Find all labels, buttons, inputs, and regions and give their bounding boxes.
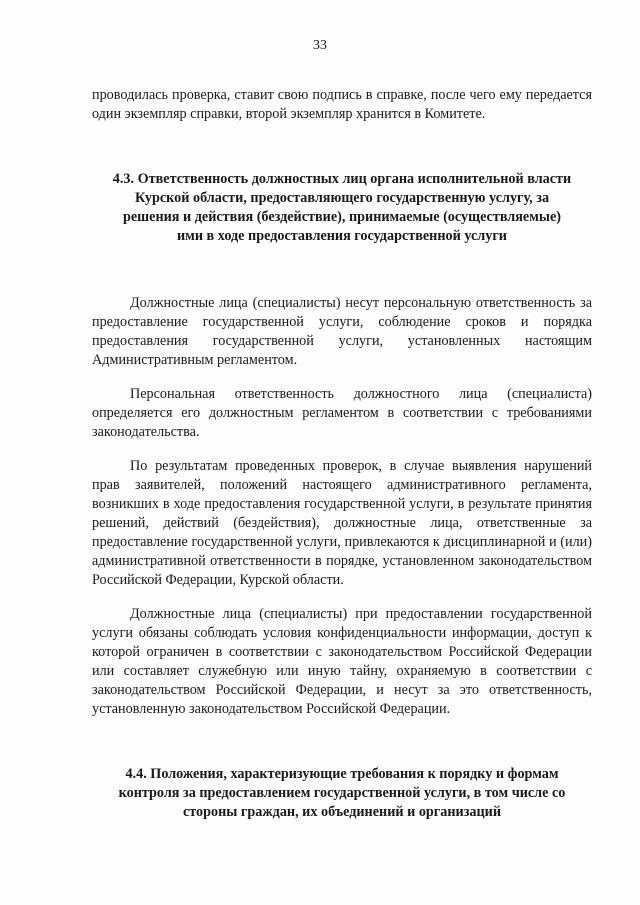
section-4-3-paragraph-4: Должностные лица (специалисты) при предоставлении государственной услуги обязаны соблюдать условия конфиденциальности информации, доступ к которой ограничен в соответствии с законодательством Российской Федерации или составляет служебную или иную тайну, охраняемую в соответствии с законодательством Российской Федерации, и несут за это ответственность, установленную законодательством Российской Федерации.	[92, 606, 592, 717]
section-4-3-paragraph-3: По результатам проведенных проверок, в случае выявления нарушений прав заявителей, положений настоящего административного регламента, возникших в ходе предоставления государственной услуги, в результате принятия решений, действий (бездействия), должностные лица, ответственные за предоставление государственной услуги, привлекаются к дисциплинарной и (или) административной ответственности в порядке, установленном законодательством Российской Федерации, Курской области.	[92, 458, 592, 588]
section-4-4-heading: 4.4. Положения, характеризующие требования к порядку и формам контроля за предоставлением государственной услуги, в том числе со стороны граждан, их объединений и организаций	[118, 766, 566, 820]
section-4-3-paragraph-1: Должностные лица (специалисты) несут персональную ответственность за предоставление государственной услуги, соблюдение сроков и порядка предоставления государственной услуги, установленных настоящим Административным регламентом.	[92, 295, 592, 368]
section-4-3-paragraph-2: Персональная ответственность должностного лица (специалиста) определяется его должностным регламентом в соответствии с требованиями законодательства.	[92, 386, 592, 440]
section-4-3-heading: 4.3. Ответственность должностных лиц органа исполнительной власти Курской области, предоставляющего государственную услугу, за решения и действия (бездействие), принимаемые (осуществляемые) ими в ходе предоставления государственной услуги	[112, 171, 572, 244]
continuation-paragraph: проводилась проверка, ставит свою подпись в справке, после чего ему передается один экземпляр справки, второй экземпляр хранится в Комитете.	[92, 87, 592, 122]
page-content	[92, 86, 592, 822]
page-number: 33	[313, 38, 327, 53]
